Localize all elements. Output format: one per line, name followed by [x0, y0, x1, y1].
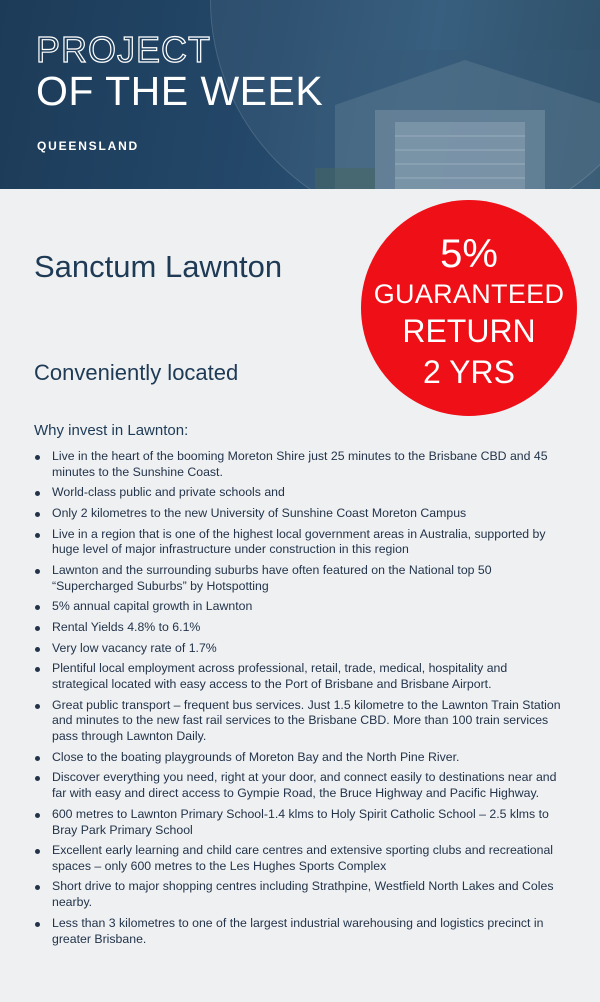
list-item: Rental Yields 4.8% to 6.1% [34, 620, 564, 636]
badge-return: RETURN [402, 313, 536, 349]
list-item: Plentiful local employment across professional, retail, trade, medical, hospitality and strategical located with easy access to the Port of Brisbane and Brisbane Airport. [34, 661, 564, 693]
list-item: Only 2 kilometres to the new University of Sunshine Coast Moreton Campus [34, 506, 564, 522]
list-item: 600 metres to Lawnton Primary School-1.4 klms to Holy Spirit Catholic School – 2.5 klms to Bray Park Primary School [34, 807, 564, 839]
list-item: World-class public and private schools and [34, 485, 564, 501]
list-item: Live in the heart of the booming Moreton Shire just 25 minutes to the Brisbane CBD and 45 minutes to the Sunshine Coast. [34, 449, 564, 481]
list-item: Great public transport – frequent bus services. Just 1.5 kilometre to the Lawnton Train Station and minutes to the new fast rail services to the Brisbane CBD. More than 100 train services pass through Lawnton Daily. [34, 698, 564, 745]
list-item: 5% annual capital growth in Lawnton [34, 599, 564, 615]
region-label: QUEENSLAND [37, 139, 140, 153]
list-item: Live in a region that is one of the highest local government areas in Australia, supported by huge level of major infrastructure under construction in this region [34, 527, 564, 559]
list-item: Excellent early learning and child care centres and extensive sporting clubs and recreational spaces – only 600 metres to the Les Hughes Sports Complex [34, 843, 564, 875]
project-tagline: Conveniently located [34, 360, 239, 385]
badge-term: 2 YRS [423, 354, 515, 390]
list-item: Less than 3 kilometres to one of the largest industrial warehousing and logistics precinct in greater Brisbane. [34, 916, 564, 948]
benefits-list [34, 449, 564, 952]
badge-percent: 5% [440, 232, 498, 276]
list-item: Short drive to major shopping centres including Strathpine, Westfield North Lakes and Coles nearby. [34, 879, 564, 911]
why-invest-heading: Why invest in Lawnton: [34, 422, 189, 439]
guarantee-badge [361, 200, 577, 416]
list-item: Discover everything you need, right at your door, and connect easily to destinations near and far with easy and direct access to Gympie Road, the Bruce Highway and Pacific Highway. [34, 770, 564, 802]
badge-guaranteed: GUARANTEED [373, 279, 565, 309]
project-name: Sanctum Lawnton [34, 249, 283, 284]
list-item: Very low vacancy rate of 1.7% [34, 641, 564, 657]
list-item: Close to the boating playgrounds of Moreton Bay and the North Pine River. [34, 750, 564, 766]
banner-title-outline: PROJECT [36, 29, 212, 70]
header-banner [0, 0, 600, 189]
banner-title: OF THE WEEK [36, 68, 324, 114]
list-item: Lawnton and the surrounding suburbs have often featured on the National top 50 “Supercharged Suburbs” by Hotspotting [34, 563, 564, 595]
